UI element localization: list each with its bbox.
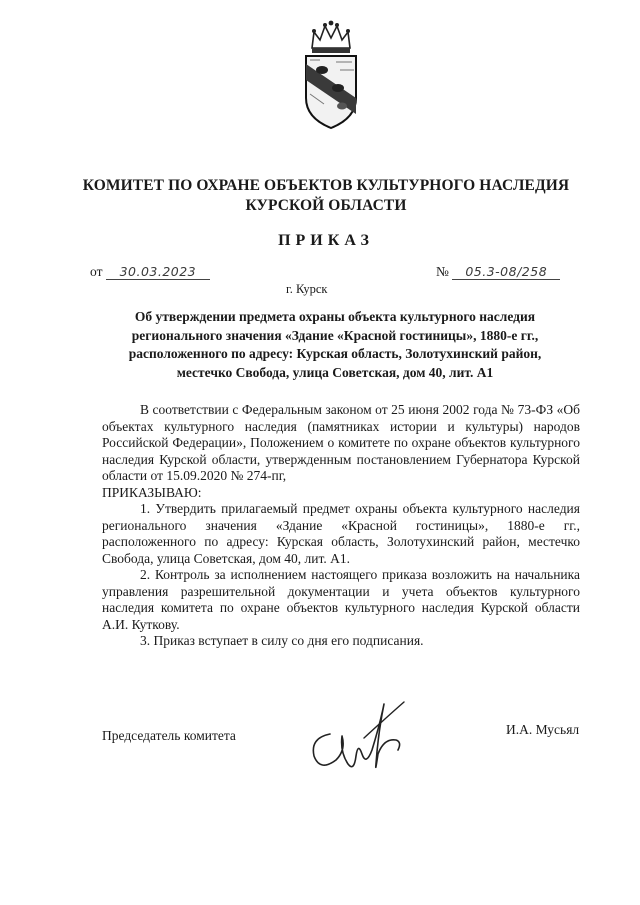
document-subject	[100, 308, 570, 382]
date-value: 30.03.2023	[106, 264, 210, 280]
number-value: 05.3-08/258	[452, 264, 560, 280]
order-item-1: 1. Утвердить прилагаемый предмет охраны объекта культурного наследия регионального значения «Здание «Красной гостиницы», 1880-е гг., расположенного по адресу: Курская область, Золотухинский район, местечко Свобода, улица Советская, дом 40, лит. А1.	[102, 501, 580, 566]
order-item-2: 2. Контроль за исполнением настоящего приказа возложить на начальника управления разрешительной документации и учета объектов культурного наследия комитета по охране объектов культурного наследия Курской области А.И. Куткову.	[102, 567, 580, 632]
document-type: ПРИКАЗ	[278, 232, 374, 249]
order-word: ПРИКАЗЫВАЮ:	[102, 484, 202, 500]
subject-line4: местечко Свобода, улица Советская, дом 40, лит. А1	[176, 364, 494, 380]
date-prefix: от	[90, 264, 103, 279]
order-item-3: 3. Приказ вступает в силу со дня его подписания.	[140, 633, 424, 648]
subject-line3: расположенного по адресу: Курская область, Золотухинский район,	[128, 346, 542, 361]
number-prefix: №	[436, 264, 449, 279]
number-block	[436, 264, 560, 280]
preamble-paragraph: В соответствии с Федеральным законом от 25 июня 2002 года № 73-ФЗ «Об объектах культурного наследия (памятниках истории и культуры) народов Российской Федерации», Положением о комитете по охране объектов культурного наследия Курской области, утвержденным постановлением Губернатора Курской области от 15.09.2020 № 274-пг,	[102, 402, 580, 483]
signer-name: И.А. Мусьял	[506, 722, 580, 737]
organization-title-line2: КУРСКОЙ ОБЛАСТИ	[245, 197, 407, 214]
document-body	[102, 402, 580, 650]
organization-title	[40, 176, 612, 216]
date-block	[90, 264, 210, 280]
organization-title-line1: КОМИТЕТ ПО ОХРАНЕ ОБЪЕКТОВ КУЛЬТУРНОГО НАСЛЕДИЯ	[82, 177, 570, 194]
subject-line2: регионального значения «Здание «Красной гостиницы», 1880-е гг.,	[131, 327, 539, 343]
signer-title: Председатель комитета	[102, 728, 236, 743]
subject-line1: Об утверждении предмета охраны объекта культурного наследия	[134, 309, 536, 324]
city-label: г. Курск	[286, 282, 328, 296]
handwritten-signature	[302, 694, 412, 778]
coat-of-arms-icon	[300, 14, 362, 132]
